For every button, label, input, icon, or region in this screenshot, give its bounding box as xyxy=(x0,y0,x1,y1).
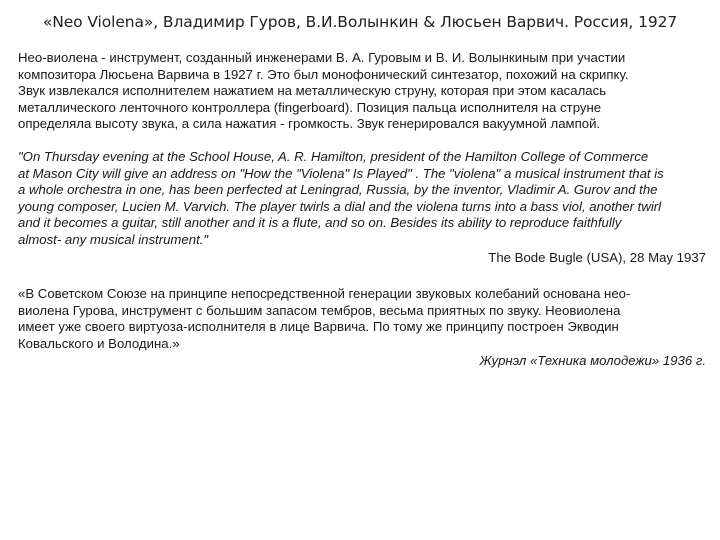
description-line: Звук извлекался исполнителем нажатием на металлическую струну, которая при этом касалась xyxy=(18,83,607,98)
description-line: Нео-виолена - инструмент, созданный инженерами В. А. Гуровым и В. И. Волынкиным при участии xyxy=(18,50,626,65)
quote-line: "On Thursday evening at the School House, A. R. Hamilton, president of the Hamilton College of Commerce xyxy=(18,149,649,164)
russian-quote-source: Журнэл «Техника молодежи» 1936 г. xyxy=(479,353,706,368)
quote-line: and it becomes a guitar, still another and it is a flute, and so on. Besides its ability to reproduce faithfully xyxy=(18,215,622,230)
quote-line: виолена Гурова, инструмент с большим запасом тембров, весьма приятных по звуку. Неовиолена xyxy=(18,302,621,318)
russian-quote xyxy=(18,286,706,352)
description-line: определяла высоту звука, а сила нажатия - громкость. Звук генерировался вакуумной лампой. xyxy=(18,116,601,131)
description-paragraph xyxy=(18,50,706,133)
quote-line: almost- any musical instrument." xyxy=(18,231,209,247)
quote-line: Ковальского и Володина.» xyxy=(18,335,180,351)
description-line: металлического ленточного контроллера (fingerboard). Позиция пальца исполнителя на струне xyxy=(18,99,602,115)
slide-title: «Neo Violena», Владимир Гуров, В.И.Волынкин & Люсьен Варвич. Россия, 1927 xyxy=(42,13,678,31)
quote-line: young composer, Lucien M. Varvich. The player twirls a dial and the violena turns into a bass viol, another twirl xyxy=(18,198,662,214)
quote-line: «В Советском Союзе на принципе непосредственной генерации звуковых колебаний основана нео- xyxy=(18,286,631,301)
quote-line: a whole orchestra in one, has been perfected at Leningrad, Russia, by the inventor, Vladimir A. Gurov and the xyxy=(18,182,658,197)
quote-line: at Mason City will give an address on "How the "Violena" Is Played" . The "violena" a musical instrument that is xyxy=(18,165,664,181)
english-quote xyxy=(18,149,706,248)
description-line: композитора Люсьена Варвича в 1927 г. Это был монофонический синтезатор, похожий на скрипку. xyxy=(18,66,629,82)
quote-line: имеет уже своего виртуоза-исполнителя в лице Варвича. По тому же принципу построен Экводин xyxy=(18,319,619,334)
english-quote-source: The Bode Bugle (USA), 28 May 1937 xyxy=(488,250,706,265)
